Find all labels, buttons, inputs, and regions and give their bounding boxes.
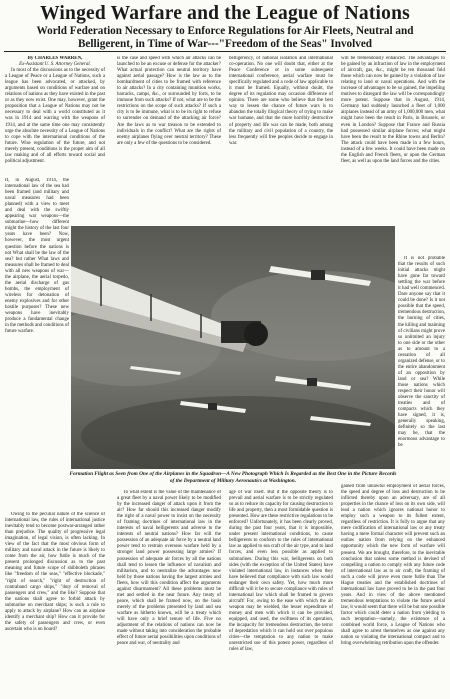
col2-paragraph-1: is the case and speed with which air attacks can be launched to be an excuse or defense for the attacker? What actual protection can neutral territory have against aerial passage? How is the law as to the bombardment of cities to be framed with reference to air attacks? In a city containing munition works, barracks, camps, &c., or surrounded by forts, to be immune from such attacks? If not, what are to be the restrictions on the scope of such attacks? If such a city is to be immune, what is to be its right to refuse to surrender on demand of the attacking air force? Are the laws as to war treason to be extended to individuals in the conflict? What are the rights of enemy airplanes flying over neutral territory? These are only a few of the questions to be considered. bbox=[117, 56, 221, 146]
col2-paragraph-2: To what extent is the value of the maintenance of a great fleet by a naval power likely to be modified by the increased danger of attack upon it from the air? How far should this increased danger modify the right of a naval power to insist on the necessity of framing doctrines of international law in the interests of naval belligerents and adverse to the interests of neutral nations? How far will the possession of an adequate air force by a neutral land power tend to restrain overseas warfare held by a stronger land power possessing large armies? If possession of adequate air forces by all the nations shall tend to lessen the influence of navalism and militarism, and to neutralize the advantages now held by those nations having the largest armies and fleets, how will this condition affect the arguments against disarmament? All these problems must be met and settled in the near future. Any treaty of peace, which shall be framed now, on the basis merely of the problems presented by land and sea warfare as hitherto known, will be a treaty which will have only a brief tenure of life. Five no adjustment of the relations of nations can now be made without taking into consideration the probable effect of future aerial possibilities upon conditions of peace and war, of neutrality and bbox=[117, 490, 221, 647]
col4-paragraph-2: It is not probable that the results of such initial attacks might have gone far toward settling the war before it had well commenced. Dare anyone say that it could be done? Is it not possible that the speed, tremendous destruction, the burning of cities, the killing and maiming of civilians might prove so unlimited an injury to one side or the other as to amount to a cessation of all organized defense, or to the entire abandonment of an opposition by land or sea? While those nations which respect their honor will observe the sanctity of treaties and of compacts which they have signed, it is, generally speaking, definitely so the last may be, that the enormous advantage to be bbox=[398, 256, 445, 449]
column-1-mid bbox=[5, 178, 69, 510]
column-3-bottom bbox=[229, 490, 333, 696]
column-4-bottom bbox=[341, 484, 445, 696]
col1-paragraph-1: In most of the discussions as to the necessity of a League of Peace or a League of Nations, such a league has been advocated, or attacked, by arguments based on conditions of warfare and on relations of nations as they have existed in the past or as they now exist. One may, however, grant the proposition that a League of Nations may not be necessary to deal with a world constituted as it was in 1914 and warring with the weapons of 1914, and at the same time one may consistently urge the absolute necessity of a League of Nations to cope with the international conditions of the future. Wise regulation of the future, and not merely present, conditions is the proper aim of all law making and of all efforts toward social and political adjustment. bbox=[5, 68, 105, 164]
column-2-top bbox=[117, 56, 221, 224]
byline-title: Ex-Assistant U. S. Attorney General. bbox=[19, 62, 91, 68]
photograph-formation-flight bbox=[71, 226, 395, 469]
column-4-narrow bbox=[398, 256, 445, 482]
column-4-top bbox=[341, 56, 445, 254]
page-deck: World Federation Necessary to Enforce Regulations for Air Fleets, Neutral and Belligerent, in Time of War---"Freedom of the Seas" Involved bbox=[36, 25, 414, 50]
col4-paragraph-1: will be tremendously enhanced. The advantages to be gained by an infraction of law in the employment of aircraft, gas, &c., might be ten thousand fold those which can now be gained by a violation of law relating to land or naval operations. And with the increase of advantages to be so gained, the impelling motives to disregard the law will be correspondingly more potent. Suppose that in August, 1914, Germany had suddenly launched a fleet of 1,000 airplanes instead of an army of 1,000,000 men, what might have been the result in Paris, in Brussels, or even in London? Suppose that France and Russia had possessed similar airplane forces; what might have been the result to the Rhine towns and Berlin? The attack could have been made in a few hours, instead of a few weeks. It could have been made on the English and French fleets, or upon the German fleet, as well as upon the land forces and the cities. bbox=[341, 56, 445, 164]
byline: By CHARLES WARREN, bbox=[27, 56, 83, 61]
column-2-bottom bbox=[117, 490, 221, 696]
photo-caption: Formation Flight as Seen from One of the Airplanes in the Squadron—A New Photograph Which Is Regarded as the Best One in the Picture Records of the Department of Military Aeronautics at Washington. bbox=[69, 471, 397, 484]
column-1-bottom bbox=[5, 512, 105, 696]
column-3-top bbox=[229, 56, 333, 224]
col3-paragraph-2: age of war itself. But if the opposite theory is to prevail and aerial warfare is to be strictly regulated so as to reduce its capacity for causing destruction to life and property, then a most formidable question is presented. How are these restrictive regulations to be enforced? Unfortunately, it has been clearly proved, during the past four years, that it is impossible, under present international conditions, to cause belligerents to conform to the rules of international law as applied to sea craft of the air type, and to land forces, and even less possible as applied to submarines. During this war, belligerents on both sides (with the exception of the United States) have violated international law, in instances when they have believed that compliance with such law would endanger their own safety. Yet, how much more difficult will it be to secure compliance with rules of international law which shall be framed to govern aircraft! For, owing to the ease with which the air weapon may be wielded, the lesser expenditure of money and men with which it can be provided, equipped, and used, the swiftness of its operation, the incapacity for tremendous destruction, the terror of depredation which it can hold out over populous cities—the temptation to any nation to make unrestricted use of this potent power, regardless of rules of law, bbox=[229, 490, 333, 653]
column-1-top bbox=[5, 56, 105, 178]
col1-paragraph-2: If, in August, 1914, the international law of the sea had been framed (and military and naval measures had been planned) with a view to meet and deal with the swiftly appearing war weapons—the submarine—how different might the history of the last four years have been? Now, however, the most urgent question before the nations is not What shall be the law of the sea? but rather What laws and measures shall be framed to deal with all new weapons of war—the airplane, the aerial torpedo, the aerial discharge of gas bombs, the employment of wireless for detonation of enemy explosives and for other hostile purposes? These new weapons have inevitably produce a fundamental change in the methods and conditions of future warfare. bbox=[5, 178, 69, 335]
col4-paragraph-3: gained from unlawful employment of aerial forces, the speed and degree of loss and destruction to be inflicted thereby upon an adversary, are of all properties in the chance of loss on its own side, will lead a nation which ignores national honor to employ such a weapon to its fullest extent, regardless of restriction. It is folly to argue that any mere codification of international law or any treaty having a mere formal character will prevent such an outlaw nation from relying on the enhanced opportunity which the new form of warfare will present. We are brought, therefore, to the inevitable conclusion that unless some method is devised of compelling a nation to comply with any future code of international law as to air craft, the framing of such a code will prove even more futile than The Hague treaties and the established doctrines of international law have proved to be in the past four years. And in view of the above mentioned tremendous temptations to violate the future aerial law, it would seem that there will be but one possible factor which could deter a nation from yielding to such temptation—namely, the existence of a combined world force, a League of Nations who shall agree to arrest themselves as one against any nation so violating the international compact and to bring overwhelming retribution upon the offender. bbox=[341, 484, 445, 647]
photo-illustration bbox=[71, 226, 395, 469]
rule-top bbox=[4, 51, 446, 52]
page-headline: Winged Warfare and the League of Nations bbox=[40, 3, 410, 24]
col3-paragraph-1: belligerency, of national isolation and international co-operation. No one will doubt that, either at the Peace Conference or in some subsequent international conference, aerial warfare must be specifically regulated and a code of law applicable to it must be framed. Equally, without doubt, the degree of its regulation may occasion difference of opinion. There are some who believe that the best way to lessen the chance of future wars is to abandon the totally illogical theory of trying to make war humane, and that the more horribly destructive of property and life war can be made, both among the military and civil population of a country, the less frequently will free peoples decide to engage in war. bbox=[229, 56, 333, 146]
col1-paragraph-3: Owing to the peculiar nature of the science of international law, the rules of international justice inevitably tend to become postwar-arranged rather than prejudice. The quality of progressive legal imagination, of legal vision, is often lacking. In view of the fact that the most obvious form of military and naval attack in the future is likely to come from the air, how futile is much of the present prolonged discussion as to the past meaning and future scope of shibboleth phrases like "freedom of the seas," "effective blockade," "right of search," "right of destruction of contraband cargo ships," "duty of removal of passengers and crew," and the like? Suppose that the nations shall agree to forbid attack by submarine on merchant ships; is such a rule to apply to attack by airplane? How can an airplane identify a merchant ship? How can it provide for the safety of passengers and crew, or even ascertain who is on board? bbox=[5, 512, 105, 632]
